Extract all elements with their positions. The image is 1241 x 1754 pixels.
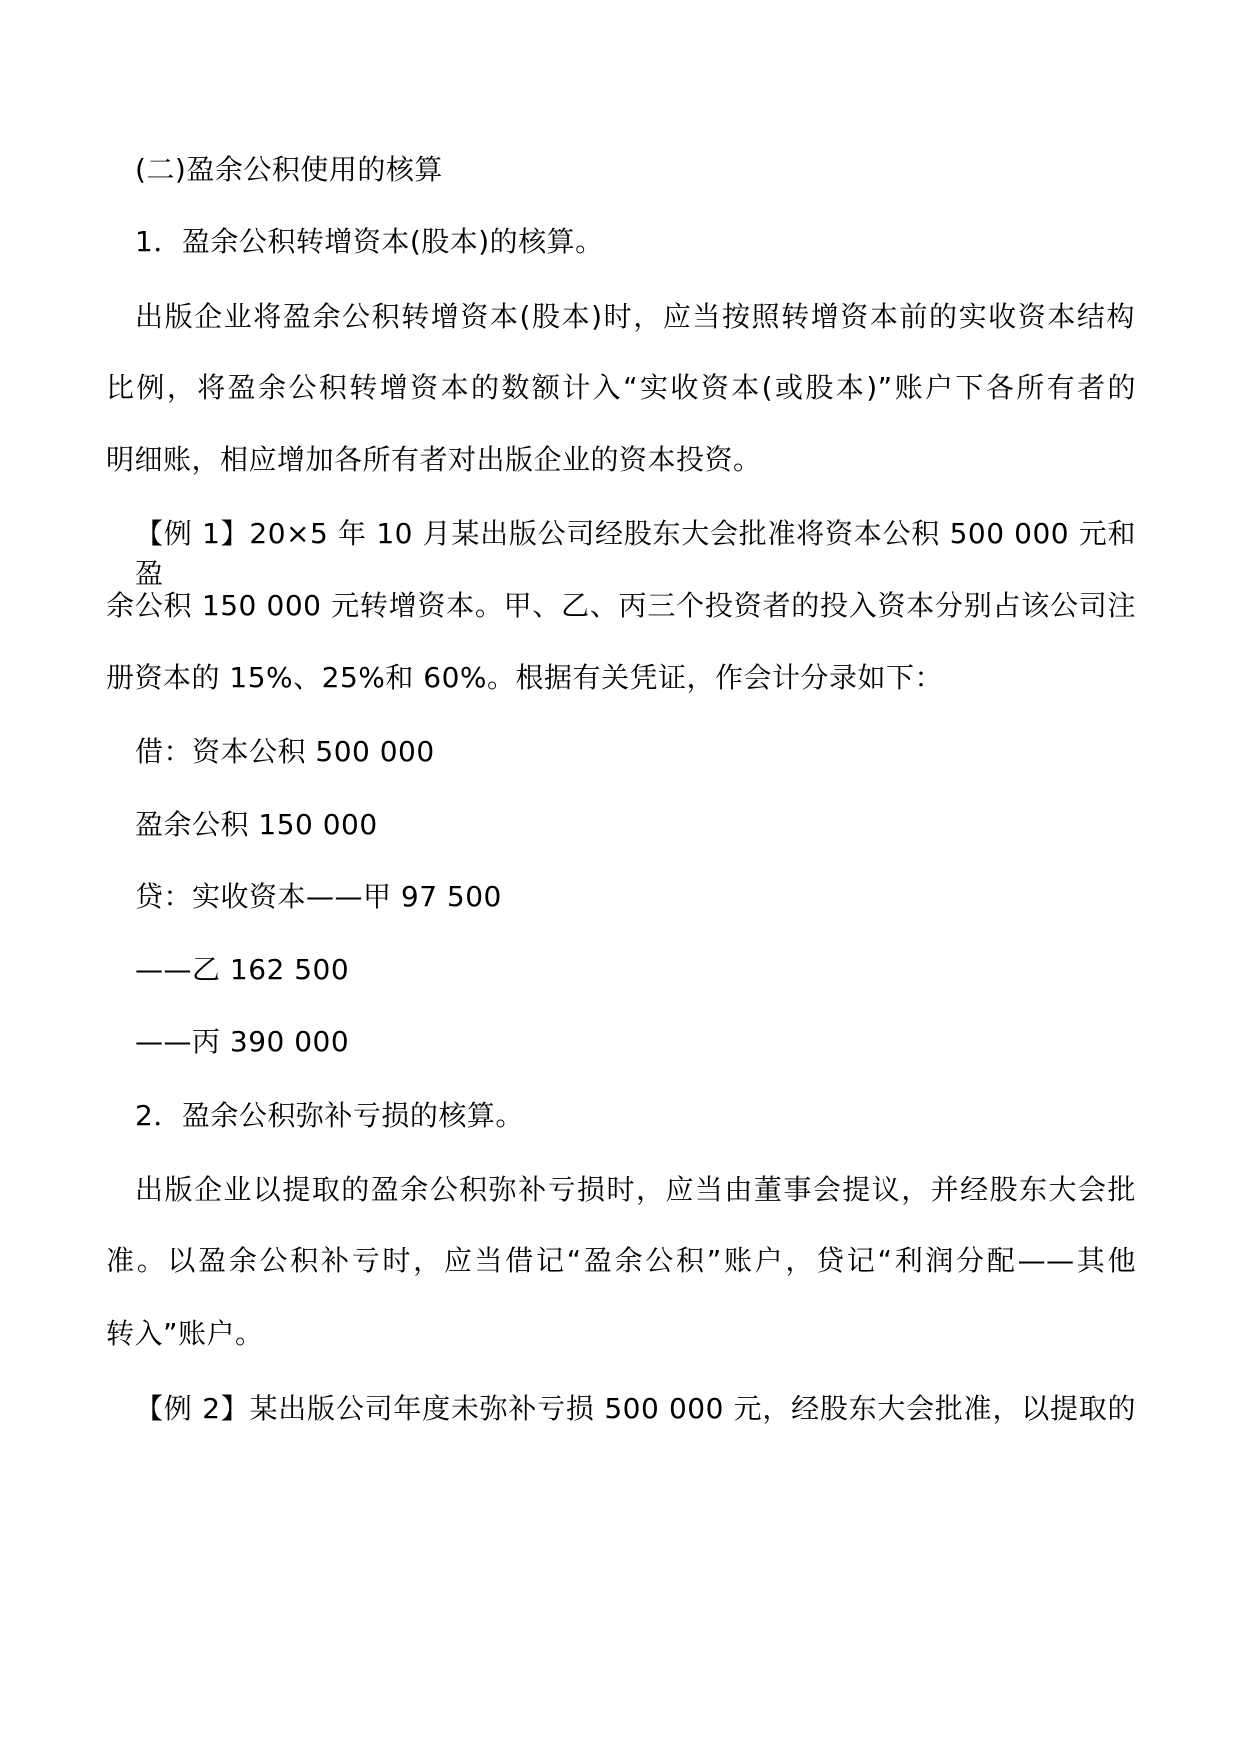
- example-1-line: 册资本的 15%、25%和 60%。根据有关凭证，作会计分录如下：: [106, 661, 944, 694]
- paragraph-line: 明细账，相应增加各所有者对出版企业的资本投资。: [106, 443, 762, 476]
- example-1-line: 余公积 150 000 元转增资本。甲、乙、丙三个投资者的投入资本分别占该公司注: [106, 589, 1136, 622]
- paragraph-line: 比例，将盈余公积转增资本的数额计入“实收资本(或股本)”账户下各所有者的: [106, 371, 1136, 404]
- section-heading: (二)盈余公积使用的核算: [135, 153, 443, 186]
- example-2-line: 【例 2】某出版公司年度未弥补亏损 500 000 元，经股东大会批准，以提取的: [135, 1392, 1136, 1425]
- journal-entry-credit: ——丙 390 000: [135, 1025, 350, 1058]
- paragraph-line: 出版企业将盈余公积转增资本(股本)时，应当按照转增资本前的实收资本结构: [135, 300, 1135, 333]
- example-1-line: 【例 1】20×5 年 10 月某出版公司经股东大会批准将资本公积 500 000 元和盈: [135, 517, 1136, 590]
- journal-entry-debit: 借：资本公积 500 000: [135, 735, 435, 768]
- journal-entry-credit: 贷：实收资本——甲 97 500: [135, 880, 502, 913]
- journal-entry-debit: 盈余公积 150 000: [135, 808, 378, 841]
- journal-entry-credit: ——乙 162 500: [135, 953, 350, 986]
- subsection-heading-1: 1．盈余公积转增资本(股本)的核算。: [135, 225, 604, 258]
- subsection-heading-2: 2．盈余公积弥补亏损的核算。: [135, 1099, 524, 1132]
- paragraph-line: 准。以盈余公积补亏时，应当借记“盈余公积”账户，贷记“利润分配——其他: [106, 1244, 1136, 1277]
- paragraph-line: 转入”账户。: [106, 1317, 264, 1350]
- paragraph-line: 出版企业以提取的盈余公积弥补亏损时，应当由董事会提议，并经股东大会批: [135, 1173, 1136, 1206]
